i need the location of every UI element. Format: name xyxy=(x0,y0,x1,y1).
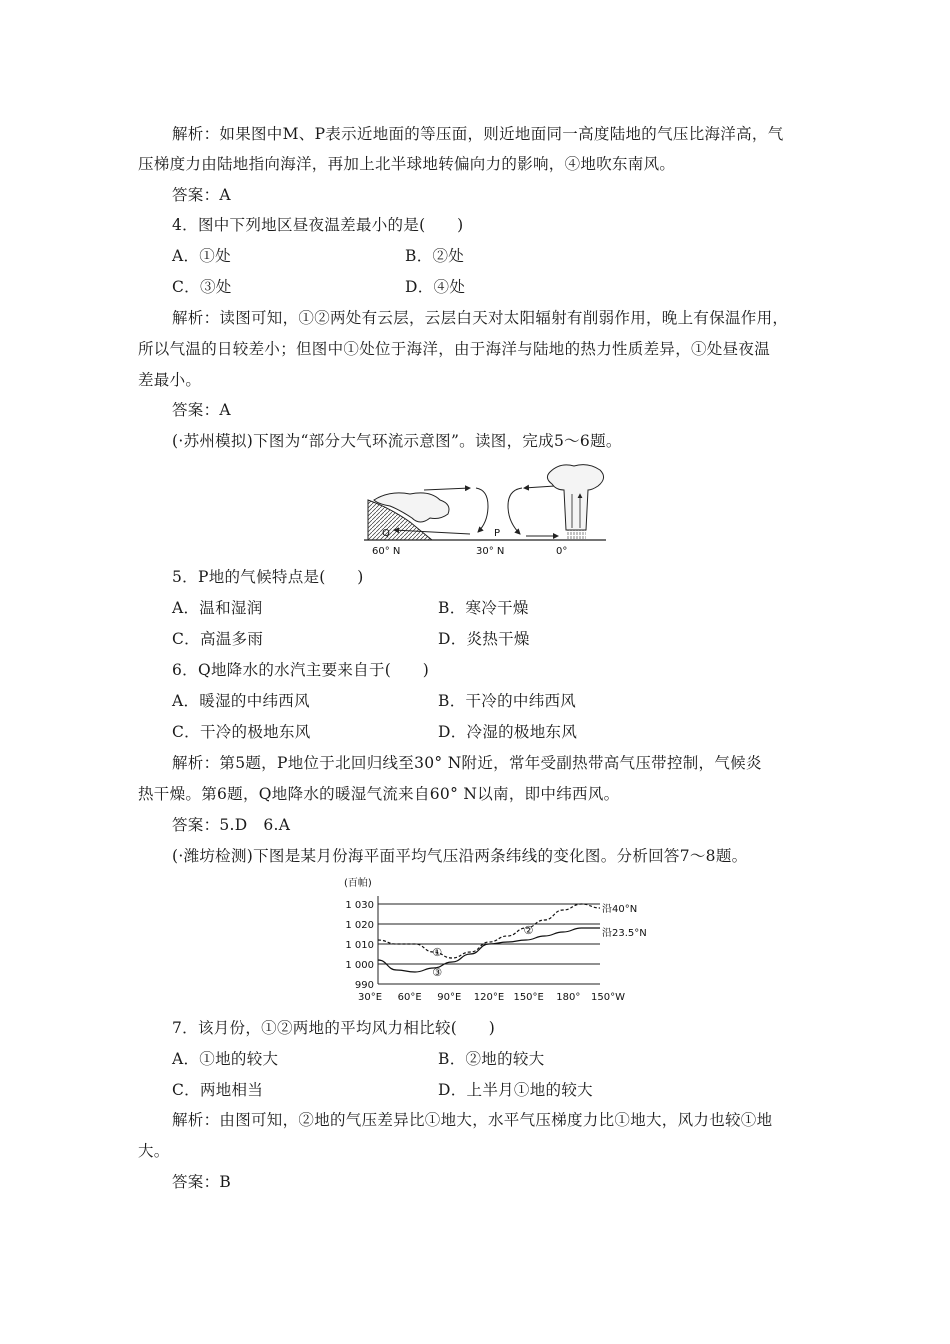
q5-stem: 5．P地的气候特点是( ) xyxy=(172,568,364,586)
x-tick-label: 120°E xyxy=(473,992,505,1003)
circulation-diagram xyxy=(360,460,620,560)
y-tick-label: 990 xyxy=(354,980,374,991)
q7-option-c: C．两地相当 xyxy=(172,1081,264,1099)
q4-option-a: A．①处 xyxy=(172,247,231,265)
marker-label: ② xyxy=(523,924,534,937)
pressure-chart xyxy=(330,872,650,1012)
q7-option-b: B．②地的较大 xyxy=(438,1050,545,1068)
q7-analysis-line2: 大。 xyxy=(138,1142,170,1160)
group78-intro: (·潍坊检测)下图是某月份海平面平均气压沿两条纬线的变化图。分析回答7～8题。 xyxy=(172,847,748,865)
label-p: P xyxy=(494,528,501,539)
q3-analysis-line2: 压梯度力由陆地指向海洋，再加上北半球地转偏向力的影响，④地吹东南风。 xyxy=(138,155,676,173)
q6-option-b: B．干冷的中纬西风 xyxy=(438,692,577,710)
label-30n: 30° N xyxy=(476,546,505,557)
q4-answer: 答案：A xyxy=(172,401,231,419)
equatorial-cloud xyxy=(547,465,603,530)
q6-option-c: C．干冷的极地东风 xyxy=(172,723,311,741)
label-0: 0° xyxy=(556,546,568,557)
series-line xyxy=(378,928,600,972)
y-tick-label: 1 010 xyxy=(345,940,374,951)
q7-analysis-line1: 解析：由图可知，②地的气压差异比①地大，水平气压梯度力比①地大，风力也较①地 xyxy=(172,1111,773,1129)
x-tick-label: 30°E xyxy=(357,992,383,1003)
x-tick-label: 60°E xyxy=(397,992,422,1003)
q6-analysis-line2: 热干燥。第6题，Q地降水的暖湿气流来自60° N以南，即中纬西风。 xyxy=(138,785,620,803)
q4-option-d: D．④处 xyxy=(405,278,466,296)
q6-stem: 6．Q地降水的水汽主要来自于( ) xyxy=(172,661,430,679)
subsiding-arrow-right xyxy=(508,488,522,534)
q4-stem: 4．图中下列地区昼夜温差最小的是( ) xyxy=(172,216,464,234)
q4-analysis-line2: 所以气温的日较差小；但图中①处位于海洋，由于海洋与陆地的热力性质差异，①处昼夜温 xyxy=(138,340,771,358)
q6-analysis-line1: 解析：第5题，P地位于北回归线至30° N附近，常年受副热带高气压带控制，气候炎 xyxy=(172,754,762,772)
series-label: 沿23.5°N xyxy=(602,928,647,939)
label-60n: 60° N xyxy=(372,546,401,557)
q4-option-c: C．③处 xyxy=(172,278,232,296)
x-tick-label: 180° xyxy=(556,992,581,1003)
q4-analysis-line1: 解析：读图可知，①②两处有云层，云层白天对太阳辐射有削弱作用，晚上有保温作用， xyxy=(172,309,789,327)
q3-answer: 答案：A xyxy=(172,186,231,204)
q7-stem: 7．该月份，①②两地的平均风力相比较( ) xyxy=(172,1019,496,1037)
q6-option-d: D．冷湿的极地东风 xyxy=(438,723,578,741)
upper-arrow-hadley xyxy=(524,486,555,488)
q6-answer: 答案：5.D 6.A xyxy=(172,816,291,834)
q4-analysis-line3: 差最小。 xyxy=(138,371,202,389)
x-tick-label: 150°W xyxy=(591,992,625,1003)
label-q: Q xyxy=(382,528,390,539)
q7-answer: 答案：B xyxy=(172,1173,232,1191)
x-tick-label: 150°E xyxy=(513,992,544,1003)
series-label: 沿40°N xyxy=(602,904,638,915)
y-tick-label: 1 000 xyxy=(345,960,374,971)
group56-intro: (·苏州模拟)下图为“部分大气环流示意图”。读图，完成5～6题。 xyxy=(172,432,622,450)
q4-option-b: B．②处 xyxy=(405,247,465,265)
q3-analysis-line1: 解析：如果图中M、P表示近地面的等压面，则近地面同一高度陆地的气压比海洋高，气 xyxy=(172,125,784,143)
q7-option-d: D．上半月①地的较大 xyxy=(438,1081,593,1099)
q5-option-b: B．寒冷干燥 xyxy=(438,599,529,617)
x-tick-label: 90°E xyxy=(437,992,462,1003)
q5-option-a: A．温和湿润 xyxy=(172,599,263,617)
marker-label: ③ xyxy=(432,966,443,979)
equatorial-rain xyxy=(566,530,586,540)
marker-label: ① xyxy=(432,946,443,959)
subsiding-arrow-left xyxy=(476,488,488,532)
q6-option-a: A．暖湿的中纬西风 xyxy=(172,692,310,710)
q5-option-c: C．高温多雨 xyxy=(172,630,264,648)
q5-option-d: D．炎热干燥 xyxy=(438,630,530,648)
q7-option-a: A．①地的较大 xyxy=(172,1050,279,1068)
chart-ylabel: (百帕) xyxy=(344,878,372,889)
y-tick-label: 1 030 xyxy=(345,900,374,911)
y-tick-label: 1 020 xyxy=(345,920,374,931)
series-line xyxy=(378,904,600,958)
upper-arrow-ferrel xyxy=(424,488,470,490)
